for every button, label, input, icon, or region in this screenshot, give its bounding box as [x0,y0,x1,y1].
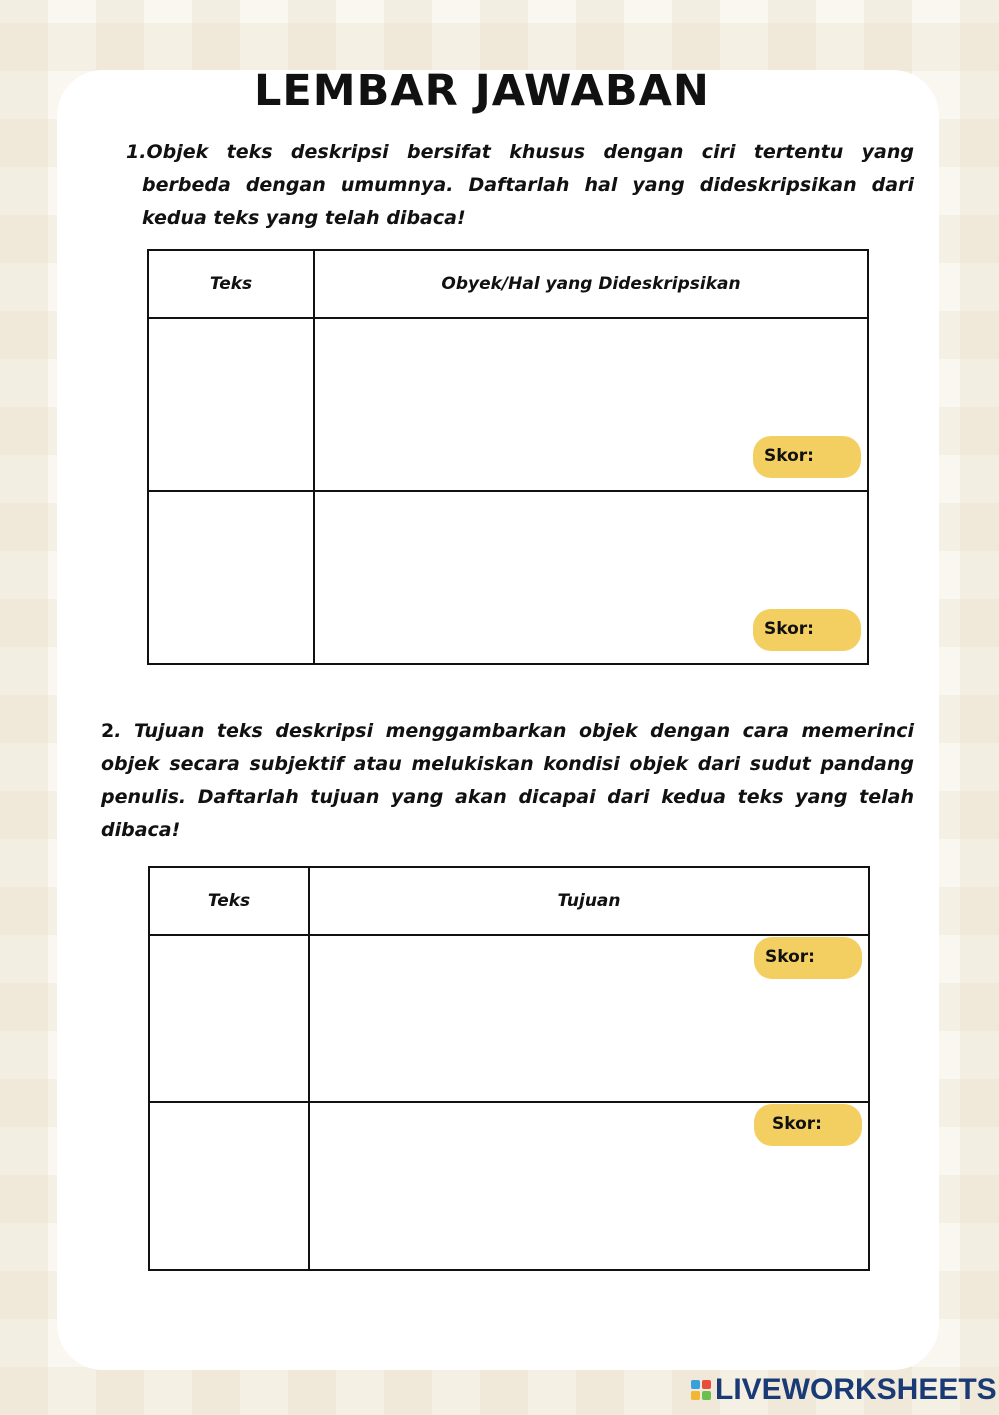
teks-answer-cell[interactable] [148,318,314,491]
header-teks: Teks [148,250,314,318]
question-1-text: 1.Objek teks deskripsi bersifat khusus dengan ciri tertentu yang berbeda dengan umumnya. Daftarlah hal yang dideskripsikan dari kedua teks yang telah dibaca! [126,141,914,229]
answer-table-2 [148,866,870,1271]
table-header-row [149,867,869,935]
table-row [148,318,868,491]
tujuan-answer-cell[interactable] [309,935,869,1102]
question-2-body: . Tujuan teks deskripsi menggambarkan objek dengan cara memerinci objek secara subjektif atau melukiskan kondisi objek dari sudut pandang penulis. Daftarlah tujuan yang akan dicapai dari kedua teks yang telah dibaca! [101,720,914,841]
liveworksheets-logo-icon [690,1379,712,1401]
logo-text: LIVEWORKSHEETS [715,1373,997,1406]
table-row [149,1102,869,1270]
teks-answer-cell[interactable] [149,1102,309,1270]
table-header-row [148,250,868,318]
question-2-text [101,715,914,847]
skor-badge: Skor: [754,937,862,979]
skor-badge: Skor: [754,1104,862,1146]
table-row [148,491,868,664]
teks-answer-cell[interactable] [149,935,309,1102]
header-teks: Teks [149,867,309,935]
obyek-answer-cell[interactable] [314,318,868,491]
tujuan-answer-cell[interactable] [309,1102,869,1270]
page-title: LEMBAR JAWABAN [254,66,710,116]
teks-answer-cell[interactable] [148,491,314,664]
question-2-number: 2 [101,720,115,742]
header-tujuan: Tujuan [309,867,869,935]
obyek-answer-cell[interactable] [314,491,868,664]
skor-badge: Skor: [753,609,861,651]
skor-badge: Skor: [753,436,861,478]
table-row [149,935,869,1102]
answer-table-1 [147,249,869,665]
header-obyek: Obyek/Hal yang Dideskripsikan [314,250,868,318]
liveworksheets-logo [690,1372,997,1408]
